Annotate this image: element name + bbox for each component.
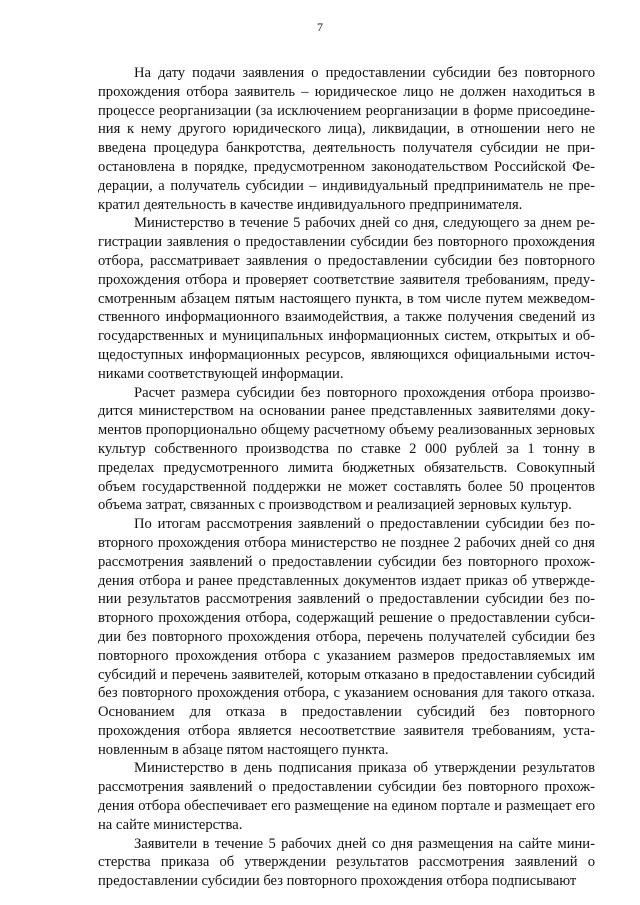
document-body [98,64,595,891]
paragraph-review-results-order: По итогам рассмотрения заявлений о предоставлении субсидии без повторного прохождения отбора министерство не позднее 2 рабочих дней со дня рассмотрения заявлений о предоставлении субсидии без повторного прохождения отбора и ранее представленных документов издает приказ об утверждении результатов рассмотрения заявлений о предоставлении субсидии без повторного прохождения отбора, содержащий решение о предоставлении субсидии без повторного прохождения отбора, перечень получателей субсидии без повторного прохождения отбора с указанием размеров предоставляемых им субсидий и перечень заявителей, которым отказано в предоставлении субсидий без повторного прохождения отбора, с указанием основания для такого отказа. Основанием для отказа в предоставлении субсидий без повторного прохождения отбора является несоответствие заявителя требованиям, установленным в абзаце пятом настоящего пункта. [98,516,595,758]
paragraph-applicant-requirements: На дату подачи заявления о предоставлении субсидии без повторного прохождения отбора заявитель – юридическое лицо не должен находиться в процессе реорганизации (за исключением реорганизации в форме присоединения к нему другого юридического лица), ликвидации, в отношении него не введена процедура банкротства, деятельность получателя субсидии не приостановлена в порядке, предусмотренном законодательством Российской Федерации, а получатель субсидии – индивидуальный предприниматель не прекратил деятельность в качестве индивидуального предпринимателя. [98,65,595,213]
paragraph-applicants-signing: Заявители в течение 5 рабочих дней со дня размещения на сайте министерства приказа об утверждении результатов рассмотрения заявлений о предоставлении субсидии без повторного прохождения отбора подписывают [98,835,595,890]
paragraph-order-publication: Министерство в день подписания приказа об утверждении результатов рассмотрения заявлений о предоставлении субсидии без повторного прохождения отбора обеспечивает его размещение на едином портале и размещает его на сайте министерства. [98,760,595,833]
paragraph-subsidy-calculation: Расчет размера субсидии без повторного прохождения отбора производится министерством на основании ранее представленных заявителями документов пропорционально общему расчетному объему реализованных зерновых культур собственного производства по ставке 2 000 рублей за 1 тонну в пределах предусмотренного лимита бюджетных обязательств. Совокупный объем государственной поддержки не может составлять более 50 процентов объема затрат, связанных с производством и реализацией зерновых культур. [98,384,595,514]
paragraph-ministry-review: Министерство в течение 5 рабочих дней со дня, следующего за днем регистрации заявления о предоставлении субсидии без повторного прохождения отбора, рассматривает заявления о предоставлении субсидии без повторного прохождения отбора и проверяет соответствие заявителя требованиям, предусмотренным абзацем пятым настоящего пункта, в том числе путем межведомственного информационного взаимодействия, а также получения сведений из государственных и муниципальных информационных систем, открытых и общедоступных информационных ресурсов, являющихся официальными источниками соответствующей информации. [98,215,595,382]
page-number: 7 [317,20,323,34]
